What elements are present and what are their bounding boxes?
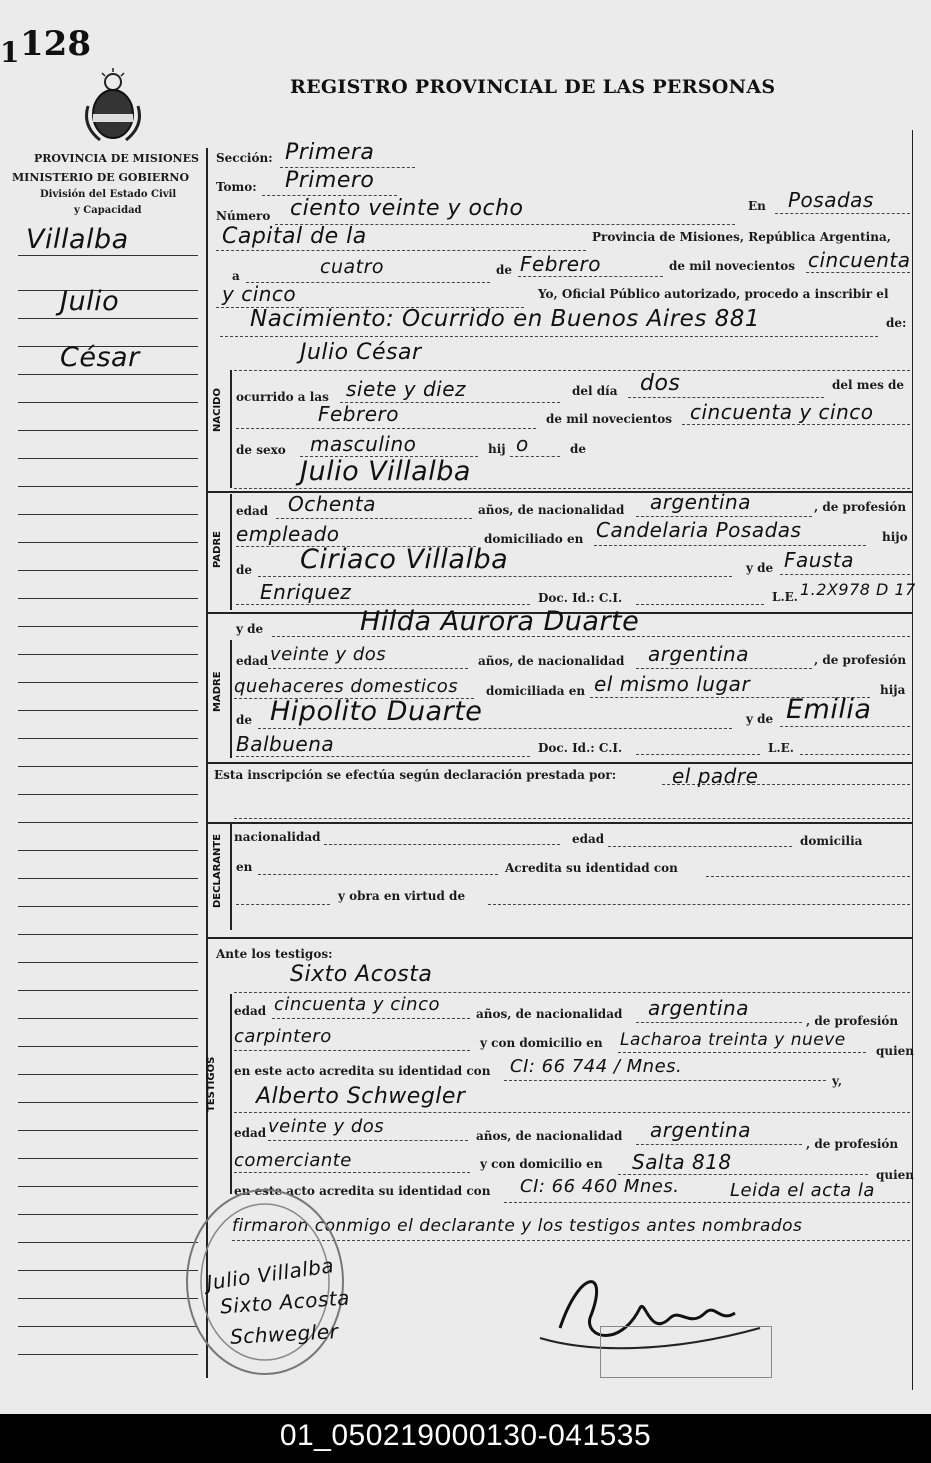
de-colon-label: de:: [886, 316, 907, 330]
testigo1-nombre-value: Sixto Acosta: [290, 962, 433, 987]
padre-de-label: de: [236, 563, 253, 577]
testigo2-profesion-value: comerciante: [234, 1150, 352, 1171]
capital-value: Capital de la: [222, 224, 367, 249]
seccion-label: Sección:: [216, 151, 273, 165]
sexo-label: de sexo: [236, 443, 286, 457]
madre-y-de-label: y de: [236, 622, 264, 636]
testigo2-domicilio-value: Salta 818: [632, 1150, 732, 1174]
page-number: 128: [20, 24, 91, 64]
signature-3: Schwegler: [229, 1319, 339, 1349]
padre-madre-apellido-value: Enriquez: [260, 580, 352, 604]
section-label-declarante: DECLARANTE: [212, 833, 223, 908]
madre-le-label: L.E.: [768, 741, 794, 755]
testigo2-id-value: CI: 66 460 Mnes.: [520, 1176, 680, 1197]
testigo2-quien-label: quien: [876, 1168, 915, 1182]
testigo2-nacionalidad-label: años, de nacionalidad: [476, 1129, 623, 1143]
oficial-label: Yo, Oficial Público autorizado, procedo a inscribir el: [538, 287, 889, 301]
padre-y-de-label: y de: [746, 561, 774, 575]
hora-value: siete y diez: [346, 377, 467, 401]
division-label: División del Estado Civil: [40, 189, 177, 200]
section-label-nacido: NACIDO: [212, 388, 223, 432]
nacimiento-value: Nacimiento: Ocurrido en Buenos Aires 881: [250, 306, 761, 332]
testigo1-profesion-value: carpintero: [234, 1026, 332, 1047]
margin-surname: Villalba: [26, 224, 129, 255]
testigo1-edad-label: edad: [234, 1004, 267, 1018]
madre-profesion-label: , de profesión: [814, 653, 907, 667]
padre-domicilio-value: Candelaria Posadas: [596, 518, 802, 542]
de-mil-novecientos-label: de mil novecientos: [546, 412, 673, 426]
mes-value: Febrero: [520, 252, 601, 276]
nombre-value: Julio César: [300, 340, 422, 365]
de-label: de: [496, 263, 513, 277]
padre-nacionalidad-value: argentina: [650, 490, 751, 514]
padre-domicilio-label: domiciliado en: [484, 532, 584, 546]
de-label-2: de: [570, 442, 587, 456]
madre-madre-apellido-value: Balbuena: [236, 732, 335, 756]
lugar-value: Posadas: [788, 188, 874, 212]
testigo1-nacionalidad-label: años, de nacionalidad: [476, 1007, 623, 1021]
declarante-nacionalidad-label: nacionalidad: [234, 830, 321, 844]
section-label-madre: MADRE: [212, 671, 223, 712]
numero-label: Número: [216, 209, 271, 223]
testigo1-profesion-label: , de profesión: [806, 1014, 899, 1028]
madre-edad-label: edad: [236, 654, 269, 668]
padre-le-label: L.E.: [772, 590, 798, 604]
sexo-value: masculino: [310, 432, 417, 456]
testigo2-edad-value: veinte y dos: [268, 1116, 385, 1137]
madre-madre-value: Emilia: [786, 694, 872, 725]
testigo2-nacionalidad-value: argentina: [650, 1118, 751, 1142]
mes-nac-value: Febrero: [318, 402, 399, 426]
margin-first-name: Julio: [60, 286, 120, 317]
testigo1-edad-value: cincuenta y cinco: [274, 994, 440, 1015]
declarante-virtud-label: y obra en virtud de: [338, 889, 466, 903]
madre-nacionalidad-value: argentina: [648, 642, 749, 666]
padre-padre-value: Ciriaco Villalba: [300, 544, 509, 575]
provincia-label: Provincia de Misiones, República Argentina,: [592, 230, 891, 244]
testigo2-nombre-value: Alberto Schwegler: [256, 1084, 466, 1109]
en-label: En: [748, 199, 766, 213]
padre-profesion-label: , de profesión: [814, 500, 907, 514]
padre-profesion-value: empleado: [236, 522, 340, 546]
madre-padre-value: Hipolito Duarte: [270, 696, 483, 727]
hij-suffix-value: o: [516, 432, 529, 456]
madre-nacionalidad-label: años, de nacionalidad: [478, 654, 625, 668]
madre-y-de-label-2: y de: [746, 712, 774, 726]
right-column-border: [912, 130, 913, 1390]
coat-of-arms-icon: [80, 66, 146, 146]
cierre-1-value: Leida el acta la: [730, 1180, 875, 1201]
ocurrido-label: ocurrido a las: [236, 390, 329, 404]
declarante-domicilia-label: domicilia: [800, 834, 863, 848]
del-dia-label: del día: [572, 384, 618, 398]
anio-2-value: y cinco: [222, 282, 297, 306]
ministry-label: MINISTERIO DE GOBIERNO: [12, 171, 190, 184]
a-label: a: [232, 269, 240, 283]
madre-doc-label: Doc. Id.: C.I.: [538, 741, 623, 755]
capacity-label: y Capacidad: [74, 205, 142, 216]
madre-profesion-value: quehaceres domesticos: [234, 676, 459, 697]
testigo1-nacionalidad-value: argentina: [648, 996, 749, 1020]
document-id-footer: 01_050219000130-041535: [0, 1414, 931, 1463]
dia-value: dos: [640, 371, 681, 396]
signature-1: Julio Villalba: [204, 1253, 336, 1295]
madre-hija-label: hija: [880, 683, 906, 697]
tomo-label: Tomo:: [216, 180, 257, 194]
left-mark: 1: [0, 36, 20, 69]
testigo2-acredita-label: en este acto acredita su identidad con: [234, 1184, 491, 1198]
testigo1-y-label: y,: [832, 1074, 843, 1088]
tomo-value: Primero: [285, 168, 375, 193]
anio-nac-value: cincuenta y cinco: [690, 400, 874, 424]
hij-label: hij: [488, 442, 506, 456]
official-stamp-rect: [600, 1326, 772, 1378]
madre-edad-value: veinte y dos: [270, 644, 387, 665]
dia-texto-value: cuatro: [320, 256, 385, 278]
cierre-2-value: firmaron conmigo el declarante y los testigos antes nombrados: [232, 1216, 803, 1236]
padre-hijo-label: hijo: [882, 530, 908, 544]
testigo2-edad-label: edad: [234, 1126, 267, 1140]
testigo1-domicilio-label: y con domicilio en: [480, 1036, 603, 1050]
padre-edad-value: Ochenta: [288, 492, 376, 516]
padre-le-value: 1.2X978 D 17: [800, 580, 916, 599]
seccion-value: Primera: [285, 140, 375, 165]
testigo1-quien-label: quien: [876, 1044, 915, 1058]
declarante-value: el padre: [672, 764, 759, 788]
madre-nombre-value: Hilda Aurora Duarte: [360, 606, 640, 637]
declarante-edad-label: edad: [572, 832, 605, 846]
padre-doc-label: Doc. Id.: C.I.: [538, 591, 623, 605]
padre-nombre-value: Julio Villalba: [300, 456, 471, 487]
testigo1-id-value: CI: 66 744 / Mnes.: [510, 1056, 683, 1077]
padre-edad-label: edad: [236, 504, 269, 518]
numero-value: ciento veinte y ocho: [290, 196, 524, 221]
madre-de-label: de: [236, 713, 253, 727]
declaracion-label: Esta inscripción se efectúa según declaración prestada por:: [214, 768, 617, 782]
testigo1-domicilio-value: Lacharoa treinta y nueve: [620, 1030, 846, 1050]
testigo1-acredita-label: en este acto acredita su identidad con: [234, 1064, 491, 1078]
province-label: PROVINCIA DE MISIONES: [34, 152, 199, 165]
section-label-padre: PADRE: [212, 531, 223, 568]
declarante-en-label: en: [236, 860, 253, 874]
mil-novecientos-label: de mil novecientos: [669, 259, 796, 273]
section-label-testigos: TESTIGOS: [206, 1056, 217, 1112]
del-mes-de-label: del mes de: [832, 378, 905, 392]
document-title: REGISTRO PROVINCIAL DE LAS PERSONAS: [290, 76, 776, 98]
ante-testigos-label: Ante los testigos:: [216, 947, 333, 961]
madre-domicilio-label: domiciliada en: [486, 684, 586, 698]
padre-nacionalidad-label: años, de nacionalidad: [478, 503, 625, 517]
declarante-acredita-label: Acredita su identidad con: [505, 861, 678, 875]
testigo2-profesion-label: , de profesión: [806, 1137, 899, 1151]
signature-2: Sixto Acosta: [219, 1285, 351, 1319]
margin-second-name: César: [60, 342, 140, 373]
padre-madre-value: Fausta: [784, 548, 854, 572]
madre-domicilio-value: el mismo lugar: [594, 672, 751, 696]
anio-1-value: cincuenta: [808, 248, 911, 272]
testigo2-domicilio-label: y con domicilio en: [480, 1157, 603, 1171]
